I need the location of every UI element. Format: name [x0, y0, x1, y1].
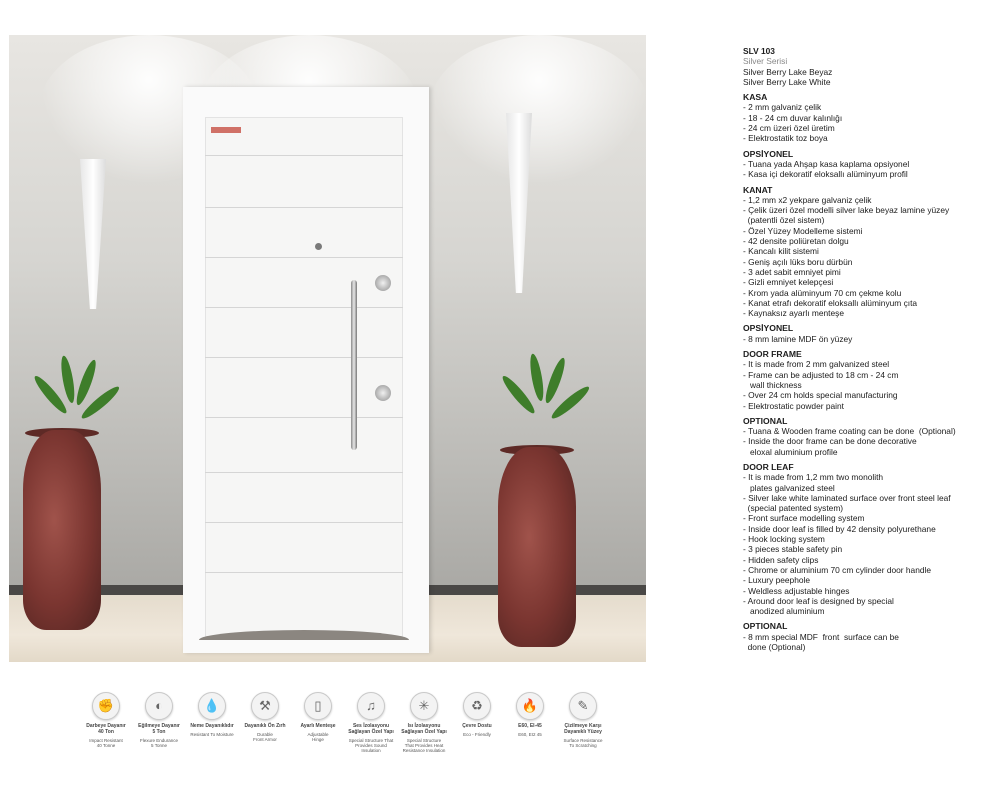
spec-item: - 3 adet sabit emniyet pimi — [743, 266, 841, 277]
feature-subtitle: Eco - Friendly — [463, 732, 491, 737]
spec-item: - Özel Yüzey Modelleme sistemi — [743, 225, 863, 236]
spec-item: - Kanat etrafı dekoratif eloksallı alüminyum çıta — [743, 297, 918, 308]
feature-item — [504, 692, 556, 737]
spec-item: - It is made from 1,2 mm two monolith — [743, 472, 884, 483]
spec-item: - 42 densite poliüretan dolgu — [743, 236, 849, 247]
spec-item: - Tuana yada Ahşap kasa kaplama opsiyonel — [743, 158, 910, 169]
spec-item: - 3 pieces stable safety pin — [743, 544, 843, 555]
section-title: OPTIONAL — [743, 415, 788, 426]
feature-subtitle: Flexure Endurance 5 Tonne — [139, 738, 179, 748]
water-drop-icon: 💧 — [198, 692, 226, 720]
hinge-icon: ▯ — [304, 692, 332, 720]
spec-item: - Elektrostatic powder paint — [743, 400, 845, 411]
fire-icon: 🔥 — [516, 692, 544, 720]
eco-friendly-icon: ♻ — [463, 692, 491, 720]
feature-title: Isı İzolasyonu Sağlayan Özel Yapı — [401, 723, 447, 735]
spec-item: - Elektrostatik toz boya — [743, 133, 828, 144]
spec-item: - Weldless adjustable hinges — [743, 585, 850, 596]
peephole — [315, 243, 322, 250]
feature-title: Ses İzolasyonu Sağlayan Özel Yapı — [348, 723, 394, 735]
sound-insulation-icon: ♫ — [357, 692, 385, 720]
vase-right — [498, 447, 576, 647]
spec-item: - Chrome or aluminium 70 cm cylinder door handle — [743, 564, 932, 575]
feature-item — [292, 692, 344, 742]
spec-item: - Around door leaf is designed by special — [743, 595, 894, 606]
spec-section — [743, 323, 993, 344]
spec-item: - Kancalı kilit sistemi — [743, 246, 819, 257]
feature-title: Çevre Dostu — [462, 723, 492, 729]
spec-item: - Çelik üzeri özel modelli silver lake beyaz lamine yüzey — [743, 205, 950, 216]
product-model: SLV 103 — [743, 46, 775, 56]
spec-item: - Hook locking system — [743, 534, 825, 545]
spec-item: anodized aluminium — [743, 606, 825, 617]
feature-item — [133, 692, 185, 748]
scratch-resistance-icon: ✎ — [569, 692, 597, 720]
section-title: DOOR FRAME — [743, 349, 802, 360]
spec-section — [743, 621, 993, 652]
feature-title: Neme Dayanıklıdır — [190, 723, 234, 729]
spec-item: plates galvanized steel — [743, 482, 835, 493]
spec-item: (special patented system) — [743, 503, 844, 514]
spec-section — [743, 349, 993, 411]
feature-subtitle: Adjustable Hinge — [307, 732, 329, 742]
feature-subtitle: Surface Resistance To Scratching — [563, 738, 603, 748]
spec-item: - Geniş açılı lüks boru dürbün — [743, 256, 853, 267]
feature-item — [557, 692, 609, 748]
lock-lower — [375, 385, 391, 401]
feature-icons — [80, 692, 610, 762]
feature-title: Eğilmeye Dayanır 5 Ton — [138, 723, 180, 735]
spec-item: - Front surface modelling system — [743, 513, 865, 524]
armor-icon: ⚒ — [251, 692, 279, 720]
section-title: KANAT — [743, 184, 773, 195]
spec-item: - Inside door leaf is filled by 42 density polyurethane — [743, 523, 936, 534]
spec-sheet — [743, 46, 993, 652]
section-title: KASA — [743, 92, 768, 103]
spec-item: (patentli özel sistem) — [743, 215, 825, 226]
spec-item: eloxal aluminium profile — [743, 446, 838, 457]
wall-light-glow-right — [429, 35, 646, 185]
brand-logo — [211, 127, 241, 133]
product-photo — [9, 35, 646, 662]
spec-item: - Gizli emniyet kelepçesi — [743, 277, 834, 288]
flexure-icon: ◐ — [145, 692, 173, 720]
feature-subtitle: E60, EI2 45 — [518, 732, 542, 737]
feature-item — [239, 692, 291, 742]
feature-title: Çizilmeye Karşı Dayanıklı Yüzey — [564, 723, 602, 735]
spec-item: - 18 - 24 cm duvar kalınlığı — [743, 112, 843, 123]
section-title: OPTIONAL — [743, 621, 788, 632]
feature-subtitle: Resistant To Moisture — [190, 732, 234, 737]
section-title: OPSİYONEL — [743, 323, 794, 334]
feature-item — [398, 692, 450, 753]
spec-item: - Luxury peephole — [743, 575, 811, 586]
spec-item: - Kasa içi dekoratif eloksallı alüminyum profil — [743, 169, 908, 180]
feature-item — [186, 692, 238, 737]
section-title: OPSİYONEL — [743, 148, 794, 159]
product-name-tr: Silver Berry Lake Beyaz — [743, 66, 833, 77]
spec-item: - Krom yada alüminyum 70 cm çekme kolu — [743, 287, 902, 298]
spec-item: - It is made from 2 mm galvanized steel — [743, 359, 890, 370]
spec-section — [743, 416, 993, 457]
spec-section — [743, 149, 993, 180]
impact-icon: ✊ — [92, 692, 120, 720]
spec-item: wall thickness — [743, 379, 802, 390]
spec-item: - Frame can be adjusted to 18 cm - 24 cm — [743, 369, 899, 380]
feature-title: Darbeye Dayanır 40 Ton — [86, 723, 126, 735]
feature-item — [80, 692, 132, 748]
spec-section — [743, 92, 993, 143]
spec-item: - 1,2 mm x2 yekpare galvaniz çelik — [743, 194, 872, 205]
product-name-en: Silver Berry Lake White — [743, 76, 831, 87]
spec-item: - Hidden safety clips — [743, 554, 819, 565]
vase-left — [23, 430, 101, 630]
feature-subtitle: Special Structure That Provides Heat Resistance Insulation — [402, 738, 446, 753]
spec-item: - 2 mm galvaniz çelik — [743, 102, 822, 113]
section-title: DOOR LEAF — [743, 461, 794, 472]
feature-item — [345, 692, 397, 753]
spec-item: done (Optional) — [743, 642, 806, 653]
spec-item: - Over 24 cm holds special manufacturing — [743, 390, 898, 401]
spec-item: - Tuana & Wooden frame coating can be done (Optional) — [743, 426, 956, 437]
feature-item — [451, 692, 503, 737]
spec-item: - 8 mm special MDF front surface can be — [743, 631, 899, 642]
spec-item: - Inside the door frame can be done decorative — [743, 436, 917, 447]
feature-title: E60, EI-45 — [518, 723, 542, 729]
spec-item: - 8 mm lamine MDF ön yüzey — [743, 333, 853, 344]
feature-subtitle: Impact Resistant 40 Tonne — [89, 738, 123, 748]
door-handle — [351, 280, 357, 450]
spec-section — [743, 185, 993, 319]
spec-sections — [743, 92, 993, 652]
feature-title: Ayarlı Menteşe — [300, 723, 336, 729]
spec-item: - 24 cm üzeri özel üretim — [743, 123, 835, 134]
feature-subtitle: Special Structure That Provides Sound Insulation — [348, 738, 394, 753]
feature-title: Dayanıklı Ön Zırh — [244, 723, 286, 729]
door-leaf — [205, 117, 403, 637]
product-series: Silver Serisi — [743, 56, 788, 67]
lock-upper — [375, 275, 391, 291]
spec-section — [743, 462, 993, 616]
feature-subtitle: Durable Front Armor — [253, 732, 277, 742]
heat-insulation-icon: ✳ — [410, 692, 438, 720]
spec-item: - Silver lake white laminated surface over front steel leaf — [743, 492, 951, 503]
spec-item: - Kaynaksız ayarlı menteşe — [743, 308, 845, 319]
